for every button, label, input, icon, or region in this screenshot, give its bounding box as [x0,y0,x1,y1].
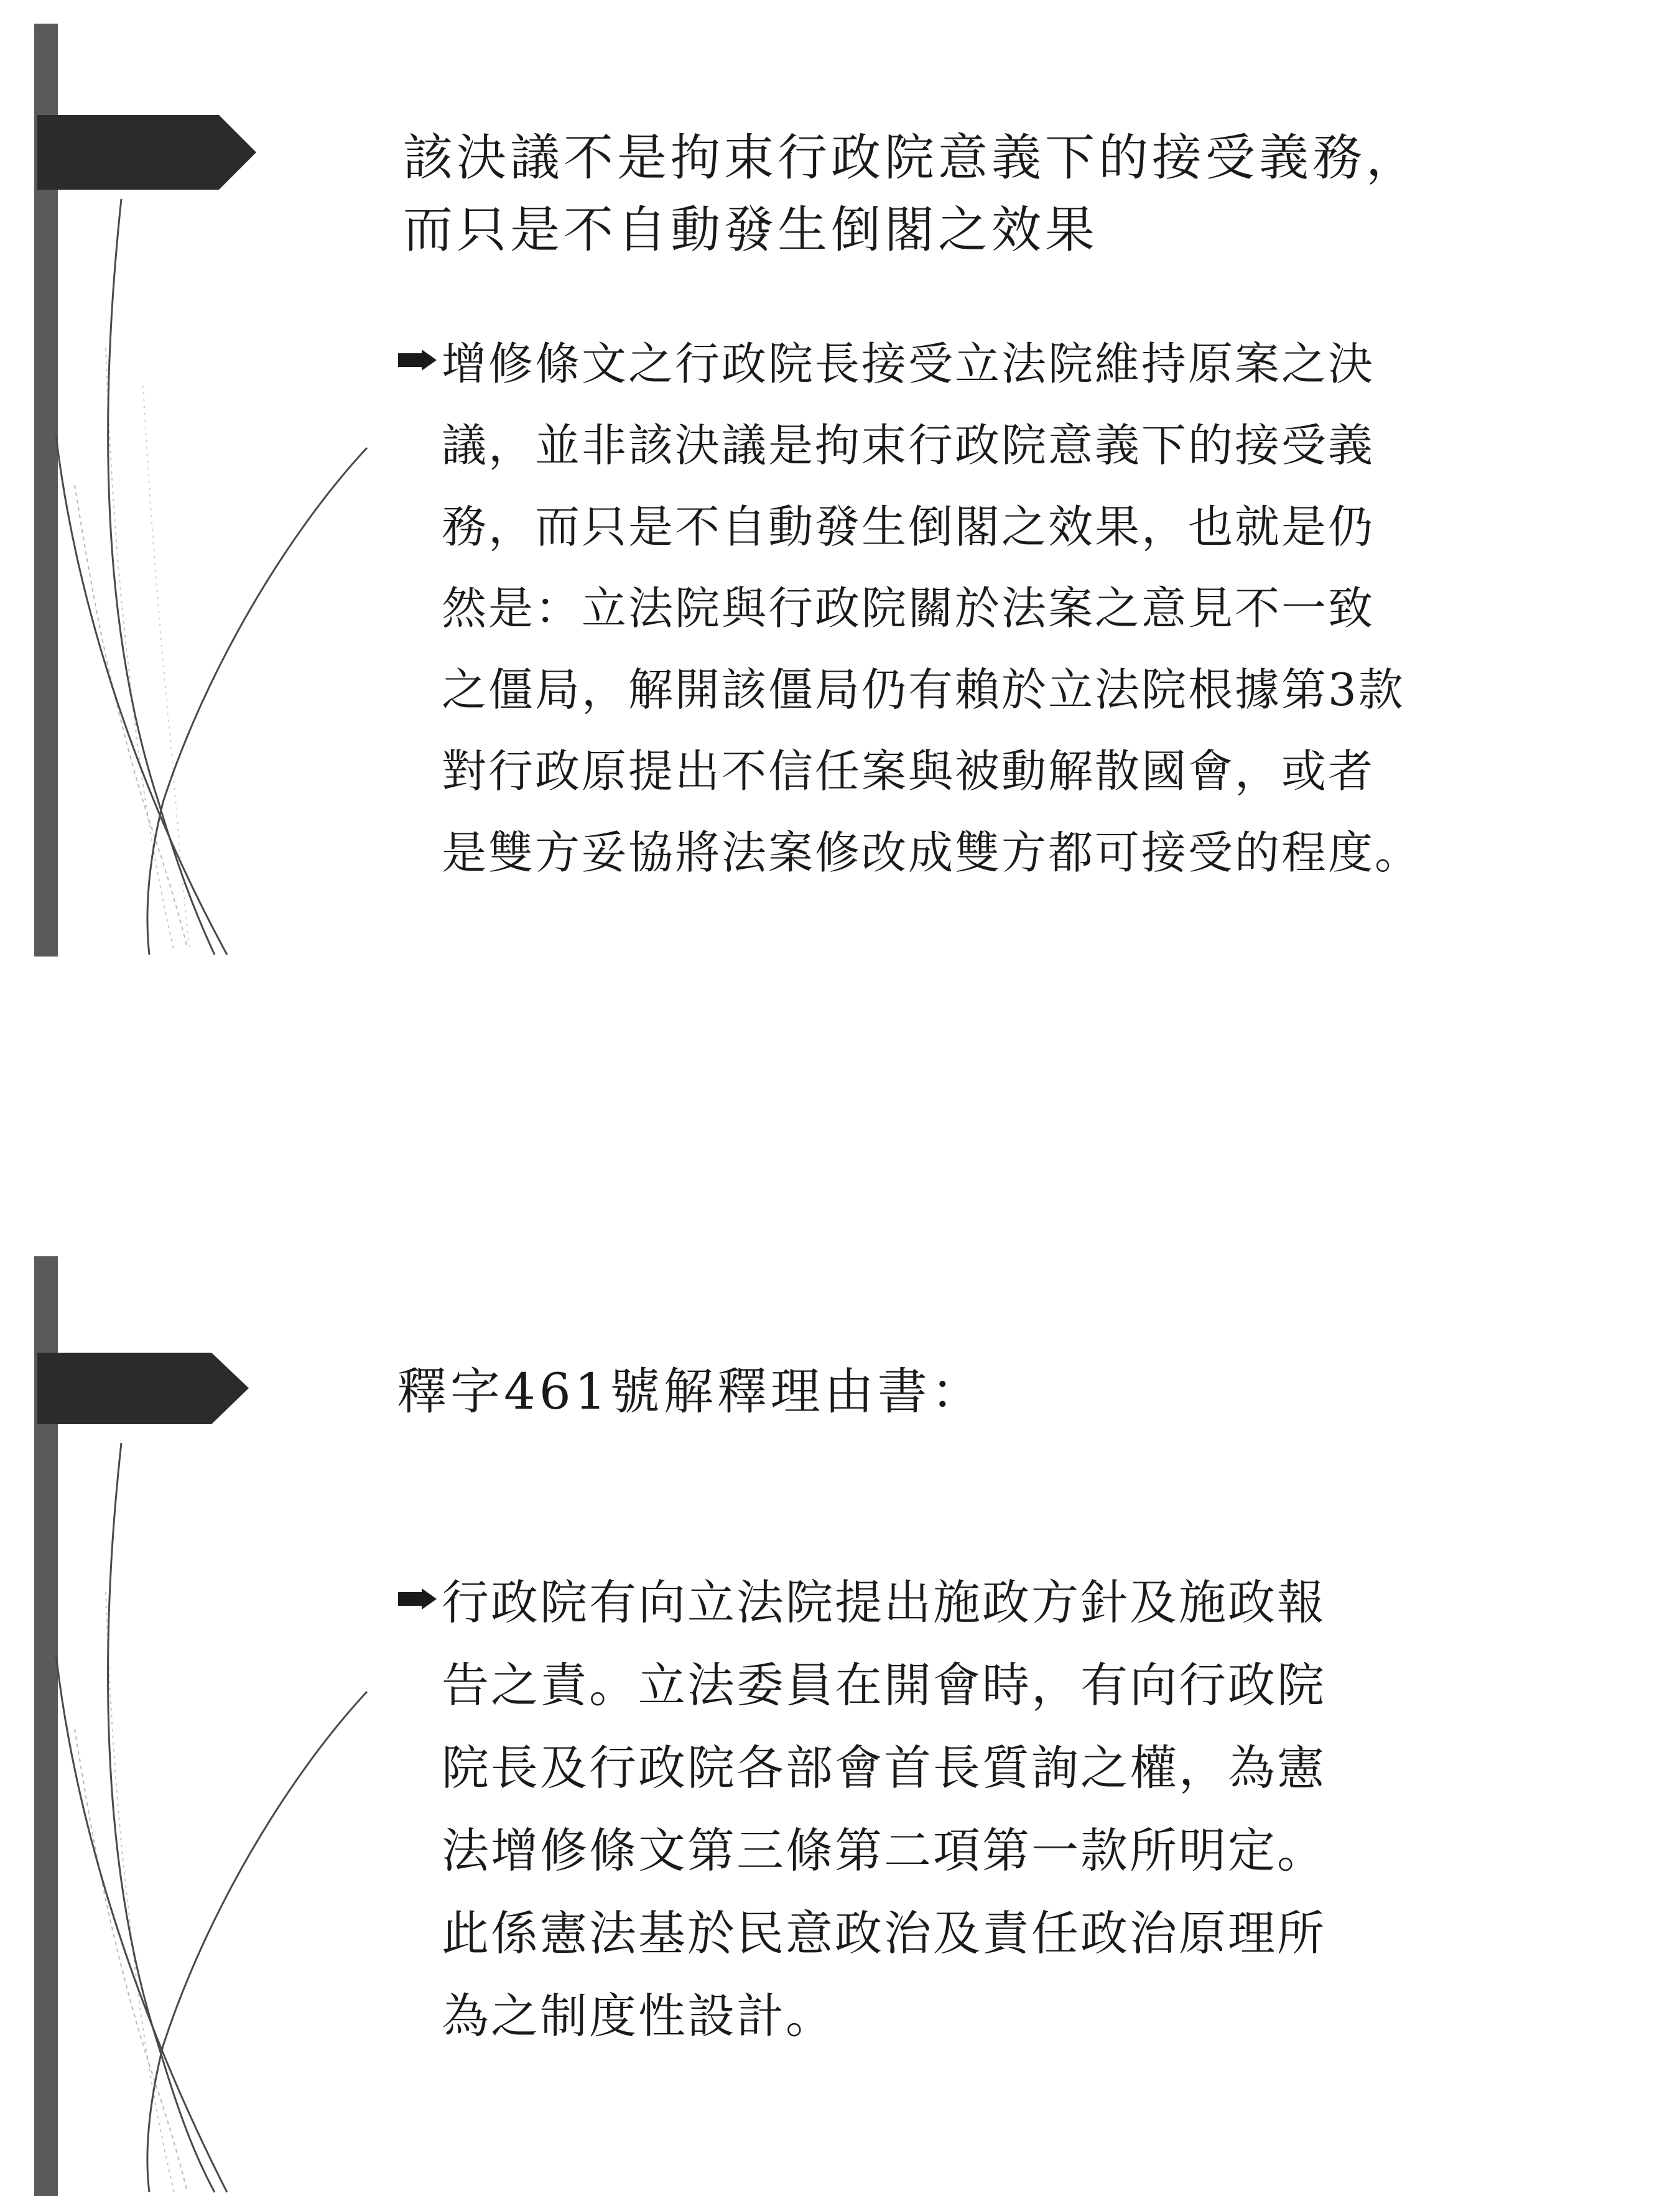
signpost-sign-icon [37,1353,249,1424]
slide-1 [0,0,1680,970]
bullet-item [398,323,1654,894]
signpost-sign-icon [37,115,256,190]
bullet-text: 行政院有向立法院提出施政方針及施政報 告之責。立法委員在開會時，有向行政院 院長及行政院各部會首長質詢之權，為憲 法增修條文第三條第二項第一款所明定。 此係憲法基於民意政治及責任政治原理所 為之制度性設計。 [442,1575,1326,2044]
grass-curves [56,199,367,955]
signpost-decoration [0,1256,411,2196]
arrow-right-bullet-icon [398,350,437,371]
slide-title: 釋字461號解釋理由書： [397,1363,985,1420]
bullet-text: 增修條文之行政院長接受立法院維持原案之決 議，並非該決議是拘束行政院意義下的接受義 務，而只是不自動發生倒閣之效果，也就是仍 然是：立法院與行政院關於法案之意見不一致 之僵局，解開該僵局仍有賴於立法院根據第3款 對行政原提出不信任案與被動解散國會，或者 是雙方妥協將法案修改成雙方都可接受的程度。 [442,338,1422,879]
arrow-right-bullet-icon [398,1588,437,1610]
hatch-grass-icon [75,348,190,952]
hatch-grass-icon [75,1592,187,2192]
slide-title: 該決議不是拘束行政院意義下的接受義務， 而只是不自動發生倒閣之效果 [403,129,1419,259]
slide-2 [0,1256,1680,2196]
grass-curves [56,1443,367,2192]
bullet-item [398,1561,1654,2057]
signpost-decoration [0,0,411,970]
